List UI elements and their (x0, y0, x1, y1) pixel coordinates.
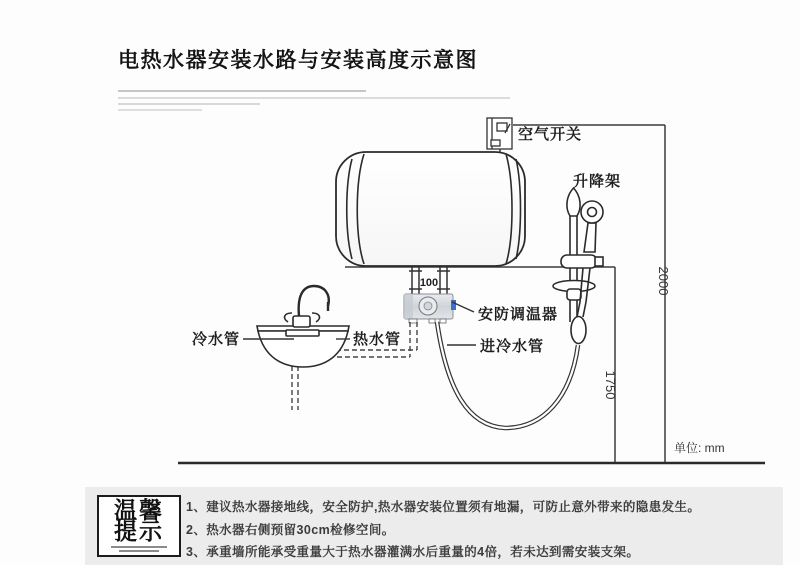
badge-small-text-placeholder (119, 550, 159, 552)
label-lift-rack: 升降架 (573, 173, 622, 190)
badge-small-text-placeholder (111, 546, 167, 548)
warm-tips-badge (97, 495, 181, 557)
badge-text-line1: 温馨 (114, 497, 164, 523)
tip-item-2: 2、热水器右侧预留30cm检修空间。 (186, 523, 395, 537)
dim-1750-text: 1750 (603, 370, 618, 400)
page-title: 电热水器安装水路与安装高度示意图 (118, 49, 478, 72)
unit-label: 单位: mm (674, 441, 725, 455)
label-hot-pipe: 热水管 (353, 331, 402, 348)
label-cold-inlet: 进冷水管 (480, 338, 545, 355)
rail-slider (561, 255, 597, 268)
label-air-switch: 空气开关 (518, 126, 583, 143)
tips-panel (85, 487, 783, 565)
thermostat-valve (404, 294, 456, 323)
dim-2000-text: 2000 (656, 266, 671, 296)
faucet-spout (299, 286, 329, 316)
wash-basin (257, 286, 349, 367)
faucet-base (293, 316, 310, 327)
thermostat-blue-indicator (451, 300, 456, 310)
water-heater-tank (336, 152, 525, 266)
badge-text-line2: 提示 (114, 518, 164, 545)
tip-item-3: 3、承重墙所能承受重量大于热水器灌满水后重量的4倍，若未达到需安装支架。 (186, 545, 640, 559)
shower-handle (584, 223, 596, 252)
label-cold-pipe: 冷水管 (191, 331, 240, 348)
air-switch-icon (487, 118, 512, 149)
shower-rail (553, 188, 603, 344)
hand-shower-head (571, 317, 586, 344)
label-thermostat: 安防调温器 (478, 306, 559, 323)
dim-100: 100 (419, 277, 439, 289)
tip-item-1: 1、建议热水器接地线，安全防护,热水器安装位置须有地漏，可防止意外带来的隐患发生。 (186, 500, 701, 514)
